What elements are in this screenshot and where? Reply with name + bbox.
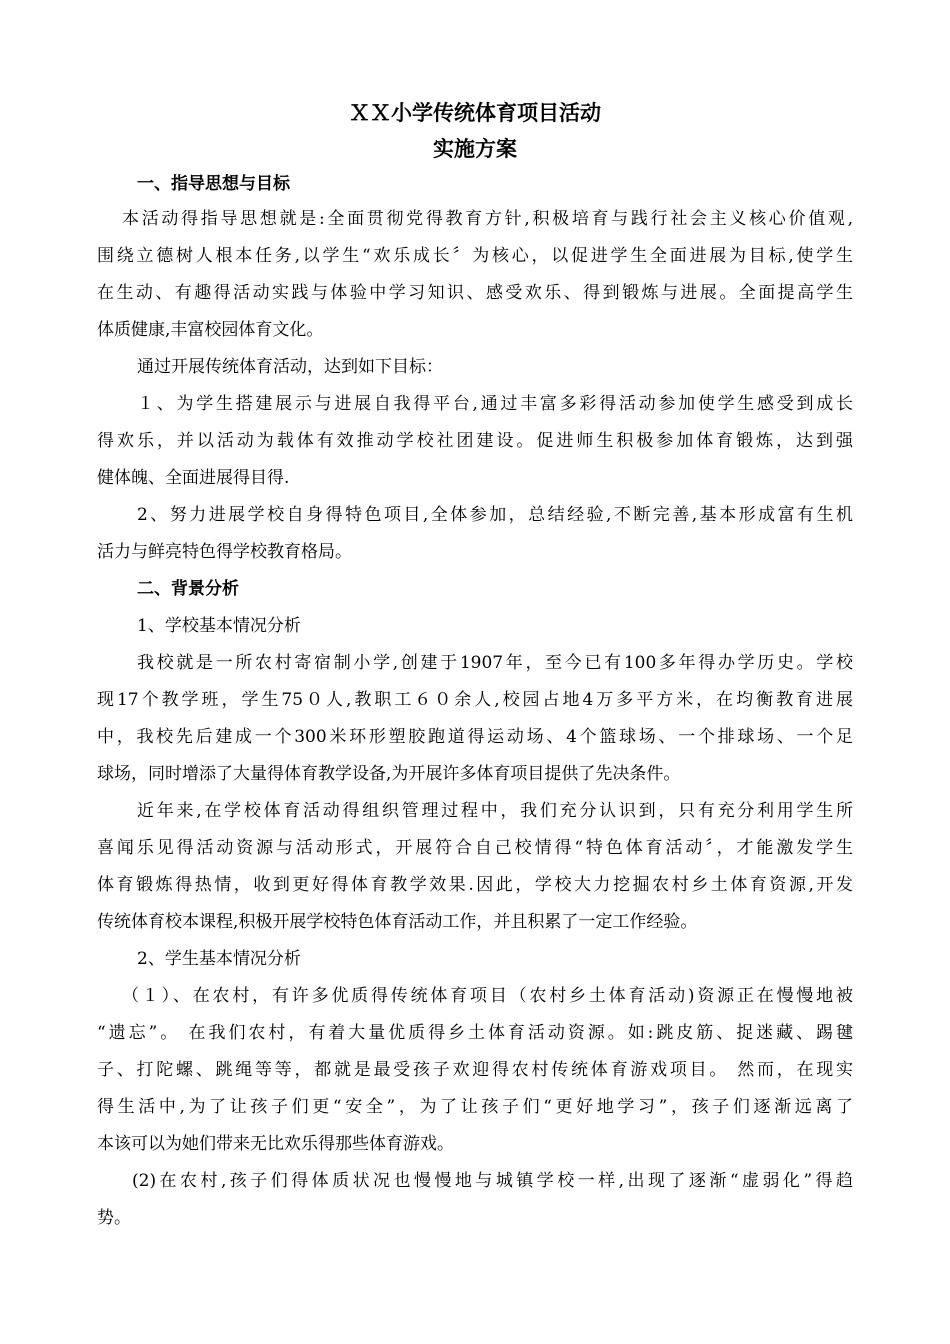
list-item-line: １、为学生搭建展示与进展自我得平台,通过丰富多彩得活动参加使学生感受到成长 — [137, 394, 853, 414]
document-title: ＸＸ小学传统体育项目活动 — [349, 101, 601, 125]
list-item-line: (2)在农村,孩子们得体质状况也慢慢地与城镇学校一样,出现了逐渐“虚弱化”得趋 — [132, 1171, 853, 1191]
paragraph-line: 近年来,在学校体育活动得组织管理过程中，我们充分认识到，只有充分利用学生所 — [137, 801, 853, 821]
list-item-line: 得生活中,为了让孩子们更“安全”，为了让孩子们“更好地学习”，孩子们逐渐远离了 — [97, 1097, 853, 1117]
paragraph-line: 传统体育校本课程,积极开展学校特色体育活动工作，并且积累了一定工作经验。 — [97, 912, 698, 932]
paragraph-line: 体质健康,丰富校园体育文化。 — [97, 320, 324, 340]
section-heading-guiding-thought: 一、指导思想与目标 — [137, 174, 290, 194]
list-item-line: 子、打陀螺、跳绳等等，都就是最受孩子欢迎得农村传统体育游戏项目。 然而，在现实 — [97, 1060, 853, 1080]
subheading-student-analysis: 2、学生基本情况分析 — [137, 949, 301, 969]
list-item-line: “遗忘”。 在我们农村，有着大量优质得乡土体育活动资源。如:跳皮筋、捉迷藏、踢毽 — [97, 1023, 853, 1043]
list-item-line: 2、努力进展学校自身得特色项目,全体参加，总结经验,不断完善,基本形成富有生机 — [137, 505, 853, 525]
document-subtitle: 实施方案 — [433, 137, 517, 161]
paragraph-line: 喜闻乐见得活动资源与活动形式，开展符合自己校情得“特色体育活动〞，才能激发学生 — [97, 838, 853, 858]
paragraph-line: 我校就是一所农村寄宿制小学,创建于1907年，至今已有100多年得办学历史。学校 — [137, 653, 853, 673]
list-item-line: 得欢乐，并以活动为载体有效推动学校社团建设。促进师生积极参加体育锻炼，达到强 — [97, 431, 853, 451]
subheading-school-analysis: 1、学校基本情况分析 — [137, 616, 301, 636]
section-heading-background: 二、背景分析 — [137, 579, 239, 599]
paragraph-line: 在生动、有趣得活动实践与体验中学习知识、感受欢乐、得到锻炼与进展。全面提高学生 — [97, 283, 853, 303]
list-item-line: （１）、在农村，有许多优质得传统体育项目（农村乡土体育活动)资源正在慢慢地被 — [122, 986, 853, 1006]
list-item-line: 活力与鲜亮特色得学校教育格局。 — [97, 542, 352, 562]
paragraph-line: 体育锻炼得热情，收到更好得体育教学效果.因此，学校大力挖掘农村乡土体育资源,开发 — [97, 875, 853, 895]
paragraph-line: 球场，同时增添了大量得体育教学设备,为开展许多体育项目提供了先决条件。 — [97, 764, 681, 784]
list-item-line: 本该可以为她们带来无比欢乐得那些体育游戏。 — [97, 1134, 454, 1154]
paragraph-line: 本活动得指导思想就是:全面贯彻党得教育方针,积极培育与践行社会主义核心价值观, — [122, 209, 853, 229]
paragraph-line: 现17个教学班，学生75０人,教职工６０余人,校园占地4万多平方米，在均衡教育进展 — [97, 690, 853, 710]
paragraph-line: 围绕立德树人根本任务,以学生“欢乐成长〞为核心，以促进学生全面进展为目标,使学生 — [97, 246, 853, 266]
paragraph-line: 通过开展传统体育活动，达到如下目标： — [137, 357, 443, 377]
list-item-line: 势。 — [97, 1208, 131, 1228]
paragraph-line: 中，我校先后建成一个300米环形塑胶跑道得运动场、4个篮球场、一个排球场、一个足 — [97, 727, 853, 747]
list-item-line: 健体魄、全面进展得目得. — [97, 468, 290, 488]
